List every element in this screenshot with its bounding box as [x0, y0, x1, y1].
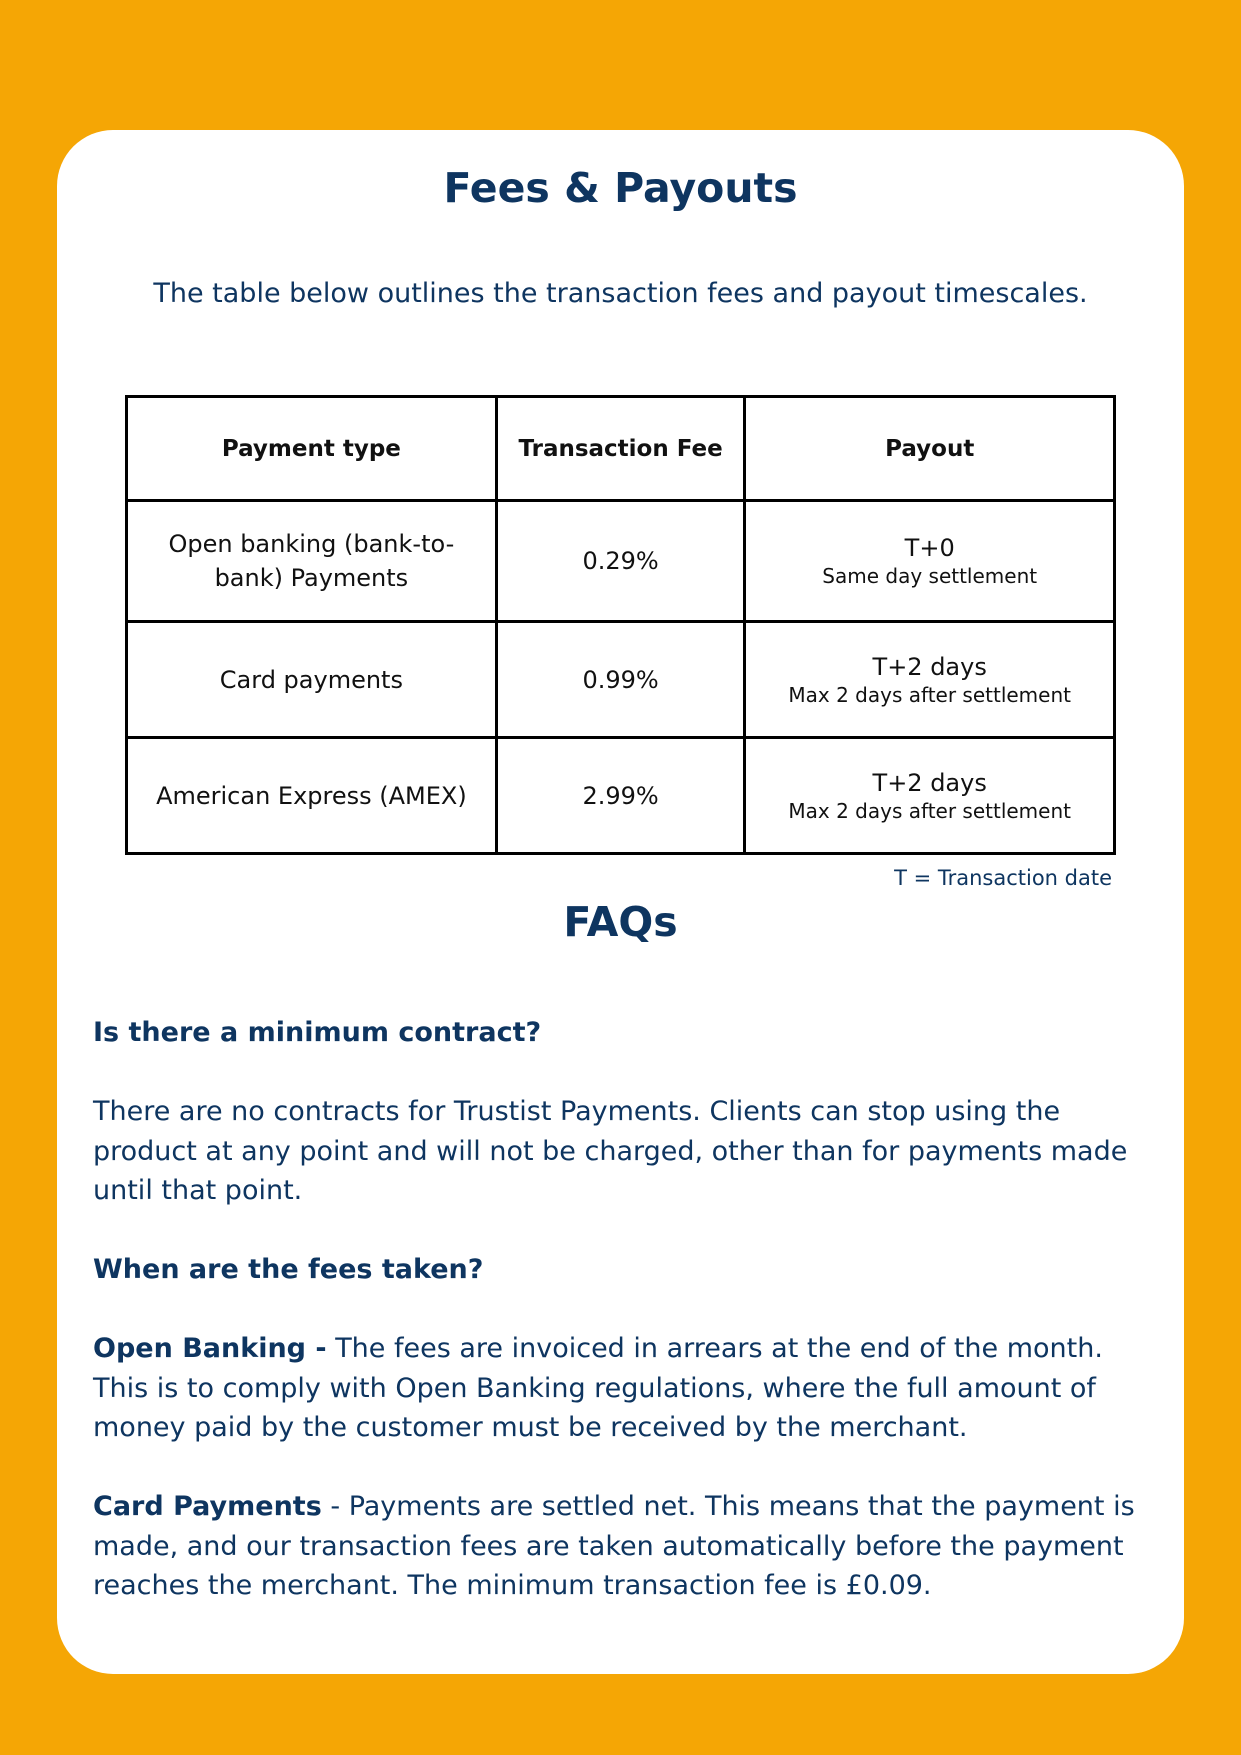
faq-question: Is there a minimum contract? [93, 1017, 542, 1048]
table-footnote: T = Transaction date [894, 866, 1112, 890]
table-row [127, 501, 1115, 622]
payout-cell [745, 738, 1115, 854]
payout-value: T+2 days [872, 768, 987, 797]
intro-text: The table below outlines the transaction fees and payout timescales. [153, 278, 1088, 309]
table-row [127, 622, 1115, 738]
column-header-payment-type: Payment type [127, 397, 497, 501]
payment-type-cell [127, 501, 497, 622]
page-title: Fees & Payouts [443, 164, 798, 212]
table-header-row [127, 397, 1115, 501]
column-header-payout: Payout [745, 397, 1115, 501]
transaction-fee-cell: 0.99% [496, 622, 745, 738]
payment-type-text: Open banking (bank-to-bank) Payments [168, 530, 455, 592]
faq-question: When are the fees taken? [93, 1254, 484, 1285]
payment-type-cell: Card payments [127, 622, 497, 738]
faq-answer-open-banking [93, 1329, 1153, 1448]
faq-answer: There are no contracts for Trustist Payments. Clients can stop using the product at any point and will not be charged, other than for payments made until that point. [93, 1096, 1128, 1206]
payment-type-cell: American Express (AMEX) [127, 738, 497, 854]
transaction-fee-cell: 0.29% [496, 501, 745, 622]
payout-note: Same day settlement [822, 564, 1038, 588]
transaction-fee-cell: 2.99% [496, 738, 745, 854]
payout-cell [745, 501, 1115, 622]
open-banking-text: The fees are invoiced in arrears at the end of the month. This is to comply with Open Banking regulations, where the full amount of money paid by the customer must be received by the merchant. [93, 1333, 1103, 1443]
payout-value: T+2 days [872, 652, 987, 681]
table-row [127, 738, 1115, 854]
column-header-transaction-fee: Transaction Fee [496, 397, 745, 501]
payout-note: Max 2 days after settlement [788, 798, 1071, 823]
card-payments-label: Card Payments [93, 1491, 322, 1522]
fees-table [125, 395, 1116, 855]
payout-cell [745, 622, 1115, 738]
faq-section [93, 1013, 1153, 1645]
faq-title: FAQs [563, 898, 678, 946]
content-card [57, 130, 1184, 1674]
faq-answer-card-payments [93, 1487, 1153, 1606]
payout-value: T+0 [904, 534, 955, 562]
card-payments-text: - Payments are settled net. This means that the payment is made, and our transaction fees are taken automatically before the payment reaches the merchant. The minimum transaction fee is £0.09. [93, 1491, 1135, 1601]
open-banking-label: Open Banking - [93, 1333, 327, 1364]
payout-note: Max 2 days after settlement [788, 682, 1071, 707]
